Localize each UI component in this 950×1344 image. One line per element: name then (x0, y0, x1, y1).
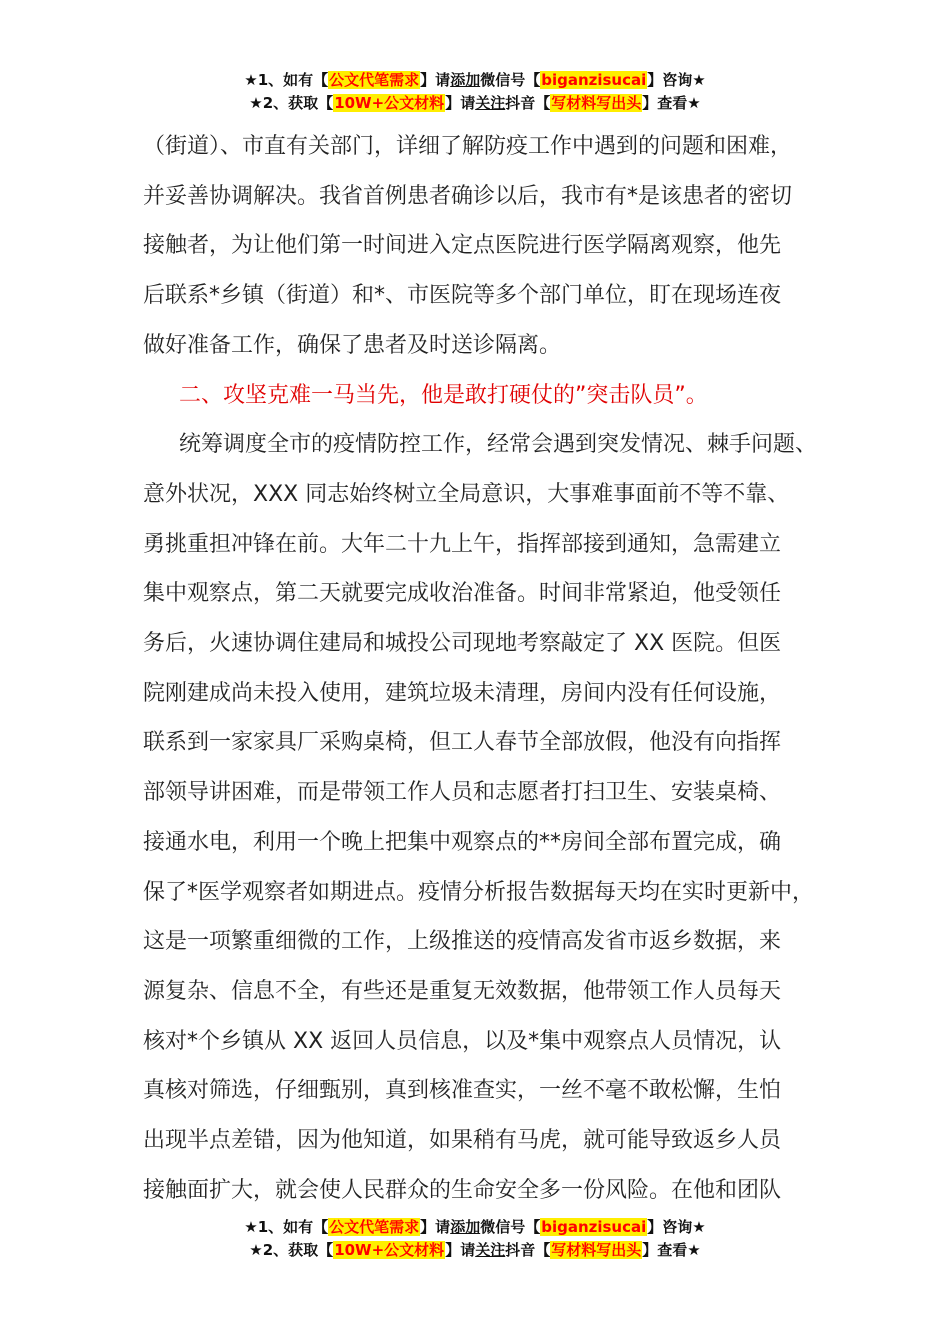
banner-underlined: 添加 (450, 71, 481, 89)
body-line: 联系到一家家具厂采购桌椅，但工人春节全部放假，他没有向指挥 (143, 730, 782, 756)
banner-highlight: 公文代笔需求 (329, 1218, 420, 1236)
banner-line-2 (0, 1239, 950, 1262)
body-line: 这是一项繁重细微的工作，上级推送的疫情高发省市返乡数据，来 (143, 929, 782, 955)
banner-underlined: 关注 (475, 94, 506, 112)
douyin-id-highlight: 写材料写出头 (551, 94, 642, 112)
banner-text: 】咨询★ (647, 71, 706, 89)
banner-text: ★1、如有【 (244, 71, 329, 89)
document-body (143, 122, 833, 1215)
douyin-id-highlight: 写材料写出头 (551, 1241, 642, 1259)
header-banner (0, 69, 950, 115)
wechat-id-highlight: biganzisucai (541, 1218, 647, 1236)
body-line: （街道）、市直有关部门，详细了解防疫工作中遇到的问题和困难， (143, 134, 793, 159)
banner-line-1 (0, 1216, 950, 1239)
body-line: 接通水电，利用一个晚上把集中观察点的**房间全部布置完成，确 (143, 829, 782, 855)
body-line: 意外状况，XXX 同志始终树立全局意识，大事难事面前不等不靠、 (143, 481, 790, 507)
banner-underlined: 添加 (450, 1218, 481, 1236)
body-line: 并妥善协调解决。我省首例患者确诊以后，我市有*是该患者的密切 (143, 183, 793, 209)
banner-text: ★1、如有【 (244, 1218, 329, 1236)
banner-text: 】查看★ (642, 1241, 701, 1259)
banner-text: 微信号【 (480, 1218, 541, 1236)
banner-text: 】请 (420, 1218, 451, 1236)
banner-text: 微信号【 (480, 71, 541, 89)
body-line: 院刚建成尚未投入使用，建筑垃圾未清理，房间内没有任何设施， (143, 680, 782, 706)
banner-text: 】请 (420, 71, 451, 89)
footer-banner (0, 1216, 950, 1262)
banner-text: ★2、获取【 (249, 1241, 334, 1259)
section-heading: 二、攻坚克难一马当先，他是敢打硬仗的”突击队员”。 (179, 382, 708, 408)
body-line: 统筹调度全市的疫情防控工作，经常会遇到突发情况、棘手问题、 (179, 432, 818, 458)
banner-text: ★2、获取【 (249, 94, 334, 112)
banner-text: 】请 (445, 1241, 476, 1259)
body-line: 接触面扩大，就会使人民群众的生命安全多一份风险。在他和团队 (143, 1177, 782, 1203)
body-line: 集中观察点，第二天就要完成收治准备。时间非常紧迫，他受领任 (143, 581, 782, 607)
wechat-id-highlight: biganzisucai (541, 71, 647, 89)
banner-text: 抖音【 (505, 1241, 551, 1259)
body-line: 出现半点差错，因为他知道，如果稍有马虎，就可能导致返乡人员 (143, 1128, 782, 1154)
banner-underlined: 关注 (475, 1241, 506, 1259)
body-line: 务后，火速协调住建局和城投公司现地考察敲定了 XX 医院。但医 (143, 631, 782, 657)
banner-text: 抖音【 (505, 94, 551, 112)
body-line: 后联系*乡镇（街道）和*、市医院等多个部门单位，盯在现场连夜 (143, 283, 782, 309)
body-line: 做好准备工作，确保了患者及时送诊隔离。 (143, 332, 562, 358)
body-line: 部领导讲困难，而是带领工作人员和志愿者打扫卫生、安装桌椅、 (143, 780, 782, 806)
banner-line-1 (0, 69, 950, 92)
banner-line-2 (0, 92, 950, 115)
banner-text: 】咨询★ (647, 1218, 706, 1236)
body-line: 真核对筛选，仔细甄别，真到核准查实，一丝不毫不敢松懈，生怕 (143, 1078, 782, 1104)
banner-text: 】请 (445, 94, 476, 112)
body-line: 核对*个乡镇从 XX 返回人员信息，以及*集中观察点人员情况，认 (143, 1028, 782, 1054)
banner-highlight: 10W+公文材料 (334, 94, 445, 112)
body-line: 接触者，为让他们第一时间进入定点医院进行医学隔离观察，他先 (143, 233, 782, 259)
banner-highlight: 公文代笔需求 (329, 71, 420, 89)
body-line: 源复杂、信息不全，有些还是重复无效数据，他带领工作人员每天 (143, 978, 782, 1004)
banner-highlight: 10W+公文材料 (334, 1241, 445, 1259)
banner-text: 】查看★ (642, 94, 701, 112)
body-line: 保了*医学观察者如期进点。疫情分析报告数据每天均在实时更新中， (143, 879, 815, 905)
body-line: 勇挑重担冲锋在前。大年二十九上午，指挥部接到通知，急需建立 (143, 531, 782, 557)
